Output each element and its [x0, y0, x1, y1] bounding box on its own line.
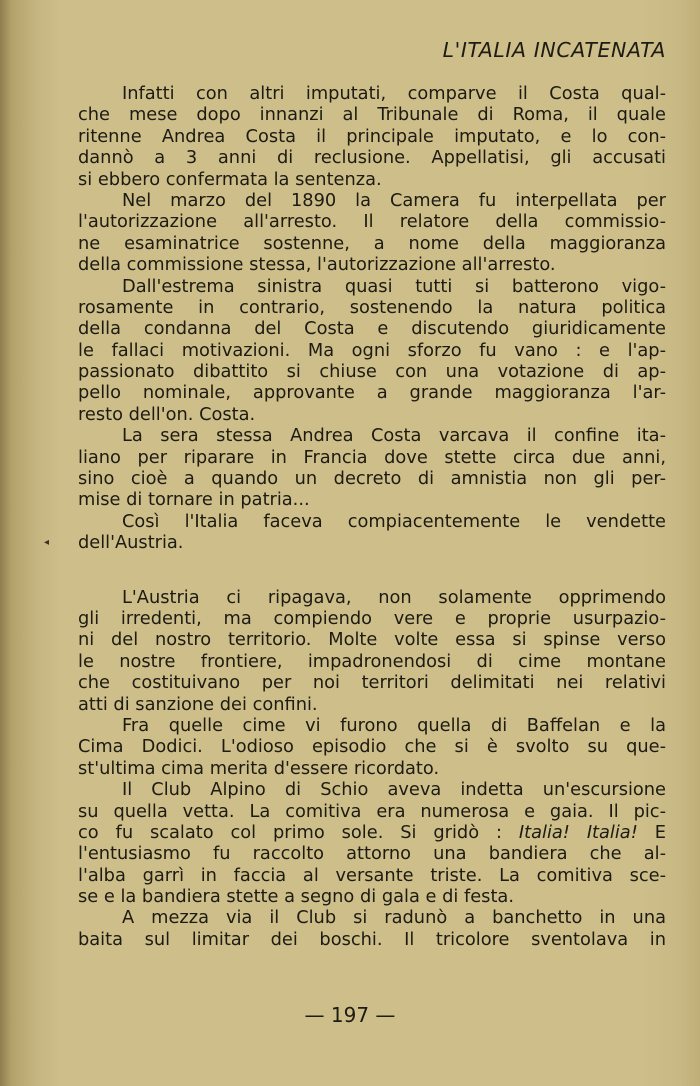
paragraph-6 [78, 587, 666, 715]
text-line: l'entusiasmo fu raccolto attorno una bandiera che al- [78, 843, 666, 865]
text-line: ritenne Andrea Costa il principale imputato, e lo con- [78, 125, 666, 147]
section-break [78, 554, 666, 587]
paragraph-7 [78, 715, 666, 779]
text-line: baita sul limitar dei boschi. Il tricolore sventolava in [78, 928, 666, 950]
text-line: l'autorizzazione all'arresto. Il relatore della commissio- [78, 211, 666, 233]
text-line: Così l'Italia faceva compiacentemente le vendette [122, 510, 666, 532]
text-line: Infatti con altri imputati, comparve il Costa qual- [122, 83, 666, 104]
text-line: si ebbero confermata la sentenza. [78, 168, 382, 190]
text-line: le fallaci motivazioni. Ma ogni sforzo fu vano : e l'ap- [78, 339, 666, 361]
text-line: dannò a 3 anni di reclusione. Appellatisi, gli accusati [78, 147, 666, 169]
text-line: A mezza via il Club si radunò a banchetto in una [122, 907, 666, 929]
page-number: — 197 — [304, 1003, 396, 1027]
text-line: pello nominale, approvante a grande maggioranza l'ar- [78, 382, 666, 404]
text-line: della condanna del Costa e discutendo giuridicamente [78, 318, 666, 340]
text-line: le nostre frontiere, impadronendosi di cime montane [78, 650, 666, 672]
text-line: liano per riparare in Francia dove stette circa due anni, [78, 446, 666, 468]
text-line: ne esaminatrice sostenne, a nome della maggioranza [78, 232, 666, 254]
text-line: Fra quelle cime vi furono quella di Baffelan e la [122, 714, 666, 736]
text-line: resto dell'on. Costa. [78, 403, 256, 425]
italic-exclamation: Italia! Italia! [518, 821, 638, 843]
text-line: L'Austria ci ripagava, non solamente opprimendo [122, 586, 666, 608]
text-line: l'alba garrì in faccia al versante triste. La comitiva sce- [78, 864, 666, 886]
paragraph-3 [78, 276, 666, 426]
running-title: L'ITALIA INCATENATA [442, 38, 666, 62]
text-line: rosamente in contrario, sostenendo la natura politica [78, 296, 666, 318]
text-segment: E [654, 821, 666, 843]
margin-mark: ◂ [44, 537, 50, 548]
paragraph-2 [78, 190, 666, 276]
text-line: della commissione stessa, l'autorizzazione all'arresto. [78, 254, 556, 276]
text-line: mise di tornare in patria... [78, 489, 310, 511]
paragraph-5 [78, 511, 666, 554]
text-line: st'ultima cima merita d'essere ricordato. [78, 757, 440, 779]
text-segment: co fu scalato col primo sole. Si gridò : [78, 821, 502, 843]
text-line: che mese dopo innanzi al Tribunale di Roma, il quale [78, 104, 666, 126]
text-line: passionato dibattito si chiuse con una votazione di ap- [78, 361, 666, 383]
text-line: su quella vetta. La comitiva era numerosa e gaia. Il pic- [78, 800, 666, 822]
text-line: Cima Dodici. L'odioso episodio che si è svolto su que- [78, 736, 666, 758]
paragraph-1 [78, 83, 666, 190]
paragraph-9 [78, 907, 666, 950]
text-line: Nel marzo del 1890 la Camera fu interpellata per [122, 189, 666, 211]
text-line: dell'Austria. [78, 532, 184, 554]
paragraph-8 [78, 779, 666, 907]
text-line: gli irredenti, ma compiendo vere e proprie usurpazio- [78, 607, 666, 629]
text-line: ni del nostro territorio. Molte volte essa si spinse verso [78, 629, 666, 651]
text-line: sino cioè a quando un decreto di amnistia non gli per- [78, 468, 666, 490]
text-line: che costituivano per noi territori delimitati nei relativi [78, 672, 666, 694]
text-line: atti di sanzione dei confini. [78, 693, 318, 715]
text-line: se e la bandiera stette a segno di gala e di festa. [78, 886, 514, 908]
text-line: Dall'estrema sinistra quasi tutti si batterono vigo- [122, 275, 666, 297]
body-text [78, 83, 666, 950]
text-line: Il Club Alpino di Schio aveva indetta un'escursione [122, 779, 666, 801]
text-line: La sera stessa Andrea Costa varcava il confine ita- [122, 425, 666, 447]
text-line-with-italic [78, 822, 666, 843]
paragraph-4 [78, 425, 666, 511]
